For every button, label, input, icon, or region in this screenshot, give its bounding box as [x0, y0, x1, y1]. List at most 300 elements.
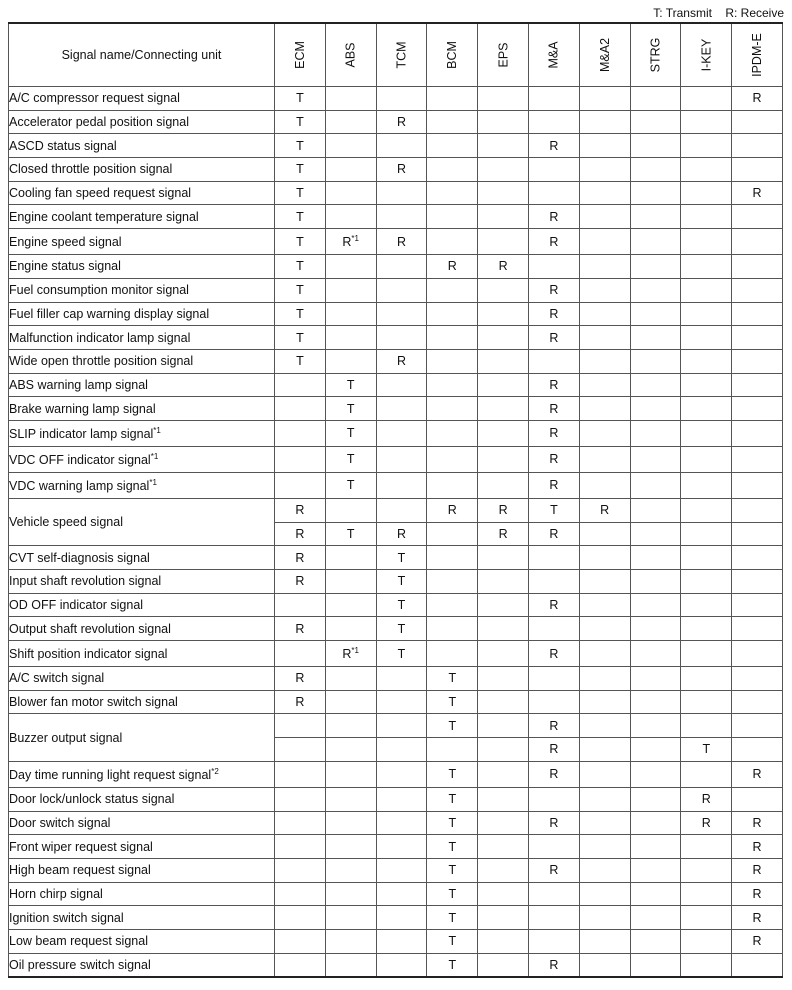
cell-eps — [478, 229, 529, 255]
signal-name — [9, 570, 275, 594]
cell-value: R — [295, 574, 305, 589]
cell-ecm — [275, 667, 326, 691]
cell-abs — [325, 229, 376, 255]
cell-ipdm-e — [732, 255, 783, 279]
cell-m-a — [528, 373, 579, 397]
cell-m-a2 — [579, 690, 630, 714]
cell-value: T — [397, 550, 406, 565]
cell-ecm — [275, 472, 326, 498]
cell-i-key — [681, 255, 732, 279]
cell-ecm — [275, 397, 326, 421]
cell-ipdm-e — [732, 929, 783, 953]
cell-value: R — [549, 426, 559, 441]
signal-name-text: OD OFF indicator signal — [9, 598, 144, 613]
cell-abs — [325, 110, 376, 134]
table-row — [9, 882, 783, 906]
cell-value: T — [448, 671, 457, 686]
signal-name-text: Horn chirp signal — [9, 886, 103, 901]
cell-i-key — [681, 835, 732, 859]
cell-i-key — [681, 229, 732, 255]
cell-i-key — [681, 882, 732, 906]
cell-tcm — [376, 906, 427, 930]
cell-ecm — [275, 229, 326, 255]
table-row — [9, 229, 783, 255]
cell-value: R — [752, 186, 762, 201]
cell-value: R — [549, 377, 559, 392]
signal-name — [9, 397, 275, 421]
table-row — [9, 397, 783, 421]
cell-bcm — [427, 349, 478, 373]
cell-ipdm-e — [732, 906, 783, 930]
cell-abs — [325, 667, 376, 691]
cell-m-a — [528, 641, 579, 667]
cell-eps — [478, 522, 529, 546]
cell-m-a2 — [579, 906, 630, 930]
cell-value: T — [346, 426, 355, 441]
cell-tcm — [376, 690, 427, 714]
cell-i-key — [681, 641, 732, 667]
cell-bcm — [427, 181, 478, 205]
header-unit — [427, 23, 478, 87]
cell-strg — [630, 302, 681, 326]
cell-value: R — [447, 259, 457, 274]
cell-eps — [478, 953, 529, 977]
table-row — [9, 570, 783, 594]
signal-name-text: Blower fan motor switch signal — [9, 695, 178, 710]
cell-ecm — [275, 835, 326, 859]
cell-abs — [325, 858, 376, 882]
cell-value: R — [295, 503, 305, 518]
cell-bcm — [427, 787, 478, 811]
signal-name — [9, 278, 275, 302]
cell-abs — [325, 906, 376, 930]
cell-abs — [325, 181, 376, 205]
cell-ecm — [275, 882, 326, 906]
cell-ipdm-e — [732, 278, 783, 302]
cell-m-a2 — [579, 570, 630, 594]
cell-bcm — [427, 593, 478, 617]
cell-strg — [630, 714, 681, 738]
cell-m-a — [528, 787, 579, 811]
cell-abs — [325, 953, 376, 977]
cell-eps — [478, 87, 529, 111]
cell-strg — [630, 326, 681, 350]
cell-eps — [478, 667, 529, 691]
cell-ipdm-e — [732, 522, 783, 546]
cell-value: R — [342, 235, 352, 250]
cell-m-a2 — [579, 110, 630, 134]
table-row — [9, 158, 783, 182]
cell-tcm — [376, 472, 427, 498]
signal-name-text: Day time running light request signal — [9, 767, 212, 782]
table-row — [9, 906, 783, 930]
signal-name-text: A/C switch signal — [9, 671, 105, 686]
cell-abs — [325, 87, 376, 111]
signal-name-text: Malfunction indicator lamp signal — [9, 330, 191, 345]
cell-abs — [325, 546, 376, 570]
cell-i-key — [681, 110, 732, 134]
cell-abs — [325, 593, 376, 617]
cell-tcm — [376, 181, 427, 205]
cell-eps — [478, 811, 529, 835]
cell-ipdm-e — [732, 373, 783, 397]
cell-i-key — [681, 522, 732, 546]
cell-m-a — [528, 229, 579, 255]
cell-eps — [478, 446, 529, 472]
cell-value: R — [549, 452, 559, 467]
signal-name — [9, 858, 275, 882]
cell-value: R — [549, 767, 559, 782]
signal-name — [9, 906, 275, 930]
cell-strg — [630, 522, 681, 546]
cell-m-a — [528, 882, 579, 906]
table-row — [9, 787, 783, 811]
table-row — [9, 110, 783, 134]
cell-value: R — [600, 503, 610, 518]
signal-name-text: Engine status signal — [9, 259, 121, 274]
signal-name-text: VDC OFF indicator signal — [9, 453, 151, 468]
cell-tcm — [376, 87, 427, 111]
cell-value: R — [396, 526, 406, 541]
cell-eps — [478, 302, 529, 326]
cell-ecm — [275, 278, 326, 302]
cell-eps — [478, 593, 529, 617]
cell-m-a2 — [579, 446, 630, 472]
cell-value: T — [448, 957, 457, 972]
cell-i-key — [681, 953, 732, 977]
cell-m-a — [528, 498, 579, 522]
table-row — [9, 593, 783, 617]
cell-m-a2 — [579, 397, 630, 421]
cell-ecm — [275, 349, 326, 373]
cell-bcm — [427, 302, 478, 326]
table-row — [9, 278, 783, 302]
cell-abs — [325, 690, 376, 714]
cell-value: R — [396, 162, 406, 177]
cell-bcm — [427, 134, 478, 158]
cell-ecm — [275, 858, 326, 882]
signal-name-text: Low beam request signal — [9, 934, 148, 949]
signal-name — [9, 498, 275, 545]
cell-m-a2 — [579, 420, 630, 446]
cell-ipdm-e — [732, 570, 783, 594]
cell-i-key — [681, 181, 732, 205]
cell-value: T — [448, 910, 457, 925]
cell-ecm — [275, 420, 326, 446]
cell-ipdm-e — [732, 326, 783, 350]
header-unit-label: BCM — [445, 41, 460, 69]
cell-m-a — [528, 593, 579, 617]
cell-i-key — [681, 593, 732, 617]
cell-strg — [630, 858, 681, 882]
cell-abs — [325, 835, 376, 859]
signal-name-text: Front wiper request signal — [9, 839, 153, 854]
cell-ipdm-e — [732, 472, 783, 498]
cell-strg — [630, 835, 681, 859]
cell-i-key — [681, 617, 732, 641]
signal-table — [8, 22, 783, 978]
header-unit — [376, 23, 427, 87]
cell-eps — [478, 570, 529, 594]
cell-value: T — [296, 138, 304, 153]
cell-eps — [478, 255, 529, 279]
cell-m-a2 — [579, 181, 630, 205]
cell-m-a2 — [579, 929, 630, 953]
cell-strg — [630, 953, 681, 977]
signal-name-text: Fuel filler cap warning display signal — [9, 306, 210, 321]
cell-strg — [630, 882, 681, 906]
signal-name — [9, 373, 275, 397]
cell-tcm — [376, 446, 427, 472]
signal-name-text: ASCD status signal — [9, 138, 117, 153]
cell-m-a2 — [579, 667, 630, 691]
cell-value: R — [549, 815, 559, 830]
cell-m-a2 — [579, 617, 630, 641]
table-row — [9, 472, 783, 498]
cell-value: T — [448, 695, 457, 710]
cell-ecm — [275, 255, 326, 279]
cell-value: R — [295, 671, 305, 686]
cell-value: R — [295, 550, 305, 565]
cell-i-key — [681, 87, 732, 111]
cell-m-a — [528, 858, 579, 882]
cell-eps — [478, 858, 529, 882]
cell-i-key — [681, 498, 732, 522]
cell-strg — [630, 667, 681, 691]
cell-ipdm-e — [732, 738, 783, 762]
cell-value: T — [296, 354, 304, 369]
cell-value: R — [549, 598, 559, 613]
cell-ipdm-e — [732, 446, 783, 472]
cell-bcm — [427, 906, 478, 930]
cell-eps — [478, 420, 529, 446]
cell-eps — [478, 714, 529, 738]
cell-eps — [478, 929, 529, 953]
signal-name — [9, 158, 275, 182]
cell-ecm — [275, 787, 326, 811]
table-row — [9, 761, 783, 787]
cell-eps — [478, 498, 529, 522]
cell-bcm — [427, 738, 478, 762]
cell-strg — [630, 349, 681, 373]
cell-value: T — [448, 934, 457, 949]
signal-name — [9, 255, 275, 279]
cell-tcm — [376, 761, 427, 787]
signal-name-text: High beam request signal — [9, 863, 151, 878]
signal-name — [9, 302, 275, 326]
cell-abs — [325, 472, 376, 498]
cell-tcm — [376, 667, 427, 691]
cell-bcm — [427, 835, 478, 859]
cell-m-a2 — [579, 302, 630, 326]
cell-strg — [630, 373, 681, 397]
header-unit — [681, 23, 732, 87]
cell-i-key — [681, 570, 732, 594]
cell-value: R — [701, 815, 711, 830]
cell-ipdm-e — [732, 667, 783, 691]
cell-value: R — [549, 742, 559, 757]
cell-ecm — [275, 690, 326, 714]
cell-m-a2 — [579, 738, 630, 762]
cell-ecm — [275, 110, 326, 134]
cell-ecm — [275, 326, 326, 350]
signal-name-text: Ignition switch signal — [9, 910, 124, 925]
cell-value: R — [498, 259, 508, 274]
signal-name-text: Input shaft revolution signal — [9, 574, 162, 589]
cell-bcm — [427, 498, 478, 522]
cell-value: R — [752, 910, 762, 925]
cell-ecm — [275, 158, 326, 182]
footnote-mark: *1 — [150, 451, 159, 461]
cell-tcm — [376, 882, 427, 906]
cell-abs — [325, 373, 376, 397]
signal-name-text: Door switch signal — [9, 815, 111, 830]
cell-value: R — [549, 863, 559, 878]
cell-value: T — [296, 306, 304, 321]
cell-i-key — [681, 397, 732, 421]
legend-receive: R: Receive — [725, 6, 784, 20]
cell-eps — [478, 761, 529, 787]
cell-value: R — [498, 526, 508, 541]
cell-ecm — [275, 522, 326, 546]
signal-name — [9, 546, 275, 570]
signal-name-text: Engine coolant temperature signal — [9, 209, 199, 224]
cell-abs — [325, 811, 376, 835]
cell-m-a — [528, 255, 579, 279]
cell-value: T — [346, 377, 355, 392]
cell-bcm — [427, 205, 478, 229]
cell-strg — [630, 134, 681, 158]
table-row — [9, 349, 783, 373]
cell-m-a2 — [579, 761, 630, 787]
cell-value: R — [752, 934, 762, 949]
cell-bcm — [427, 761, 478, 787]
cell-tcm — [376, 302, 427, 326]
cell-tcm — [376, 522, 427, 546]
cell-ecm — [275, 87, 326, 111]
signal-name-text: Engine speed signal — [9, 234, 122, 249]
cell-value: T — [346, 401, 355, 416]
header-unit-label: TCM — [394, 41, 409, 69]
cell-abs — [325, 570, 376, 594]
cell-tcm — [376, 397, 427, 421]
cell-m-a — [528, 738, 579, 762]
cell-eps — [478, 181, 529, 205]
cell-ipdm-e — [732, 349, 783, 373]
cell-eps — [478, 134, 529, 158]
cell-tcm — [376, 229, 427, 255]
cell-ipdm-e — [732, 641, 783, 667]
table-body — [9, 87, 783, 977]
cell-strg — [630, 690, 681, 714]
cell-i-key — [681, 158, 732, 182]
table-row — [9, 667, 783, 691]
cell-value: R — [549, 478, 559, 493]
table-row — [9, 134, 783, 158]
signal-name — [9, 326, 275, 350]
table-row — [9, 87, 783, 111]
signal-name-text: Shift position indicator signal — [9, 646, 168, 661]
cell-tcm — [376, 326, 427, 350]
cell-m-a2 — [579, 349, 630, 373]
signal-name — [9, 134, 275, 158]
cell-abs — [325, 326, 376, 350]
header-unit-label: ABS — [343, 42, 358, 68]
signal-name-text: Buzzer output signal — [9, 730, 123, 745]
signal-name — [9, 787, 275, 811]
cell-i-key — [681, 302, 732, 326]
signal-name — [9, 835, 275, 859]
cell-value: T — [448, 792, 457, 807]
cell-m-a — [528, 110, 579, 134]
cell-value: R — [549, 306, 559, 321]
signal-name-text: CVT self-diagnosis signal — [9, 550, 150, 565]
cell-strg — [630, 906, 681, 930]
cell-value: T — [346, 478, 355, 493]
signal-name — [9, 420, 275, 446]
cell-ipdm-e — [732, 158, 783, 182]
cell-eps — [478, 835, 529, 859]
cell-i-key — [681, 546, 732, 570]
cell-ecm — [275, 738, 326, 762]
cell-strg — [630, 617, 681, 641]
cell-i-key — [681, 929, 732, 953]
header-signal-name: Signal name/Connecting unit — [9, 23, 275, 87]
cell-ipdm-e — [732, 787, 783, 811]
cell-i-key — [681, 858, 732, 882]
cell-bcm — [427, 373, 478, 397]
cell-tcm — [376, 835, 427, 859]
header-unit — [579, 23, 630, 87]
cell-i-key — [681, 349, 732, 373]
cell-ipdm-e — [732, 714, 783, 738]
signal-name — [9, 667, 275, 691]
cell-i-key — [681, 205, 732, 229]
cell-value: T — [550, 503, 558, 518]
cell-eps — [478, 373, 529, 397]
cell-m-a2 — [579, 835, 630, 859]
signal-name — [9, 472, 275, 498]
footnote-mark: *1 — [351, 645, 359, 655]
header-unit — [325, 23, 376, 87]
header-unit-label: STRG — [648, 37, 663, 73]
header-unit-label: I-KEY — [699, 38, 714, 72]
cell-m-a2 — [579, 882, 630, 906]
signal-name — [9, 882, 275, 906]
cell-strg — [630, 570, 681, 594]
cell-i-key — [681, 472, 732, 498]
cell-ipdm-e — [732, 690, 783, 714]
cell-strg — [630, 420, 681, 446]
cell-m-a — [528, 302, 579, 326]
cell-abs — [325, 761, 376, 787]
cell-eps — [478, 397, 529, 421]
table-row — [9, 181, 783, 205]
cell-m-a — [528, 397, 579, 421]
table-row — [9, 255, 783, 279]
cell-strg — [630, 278, 681, 302]
cell-abs — [325, 397, 376, 421]
cell-i-key — [681, 134, 732, 158]
header-unit-label: M&A2 — [597, 37, 612, 73]
cell-ecm — [275, 446, 326, 472]
header-unit — [630, 23, 681, 87]
cell-abs — [325, 420, 376, 446]
cell-m-a2 — [579, 255, 630, 279]
cell-eps — [478, 690, 529, 714]
cell-abs — [325, 349, 376, 373]
cell-strg — [630, 472, 681, 498]
